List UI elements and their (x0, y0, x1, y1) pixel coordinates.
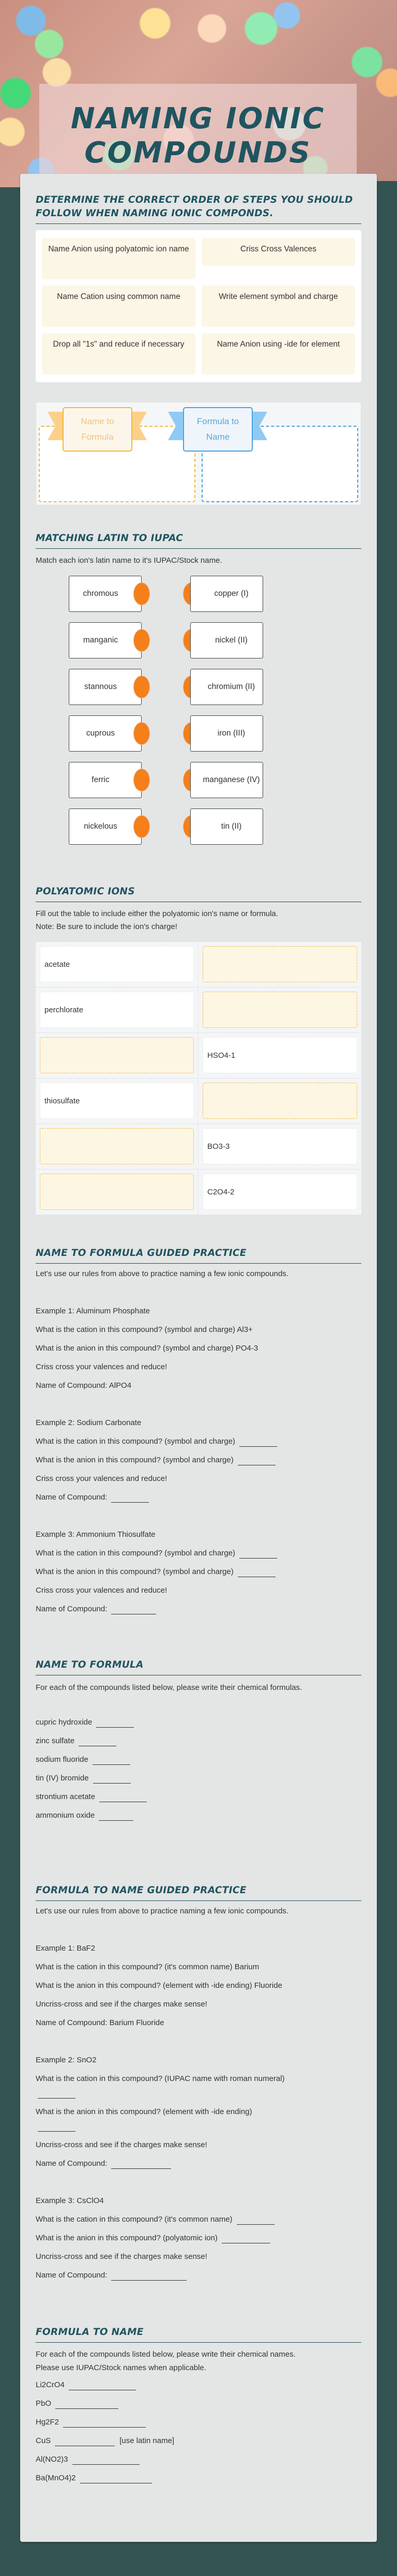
example-heading: Example 3: CsClO4 (36, 2196, 104, 2205)
compound-label: Name of Compound: (36, 2271, 108, 2280)
answer-input[interactable] (111, 2273, 187, 2281)
table-row (36, 1124, 361, 1170)
intro-text: Let's use our rules from above to practice naming a few ionic compounds. (36, 1907, 288, 1915)
instructions: Fill out the table to include either the polyatomic ion's name or formula. (36, 909, 278, 918)
section-title: POLYATOMIC IONS (36, 885, 361, 902)
label-name-to-formula: Name to Formula (63, 407, 132, 452)
instructions: For each of the compounds listed below, please write their chemical names. (36, 2350, 296, 2359)
table-row (36, 1079, 361, 1124)
name-input[interactable] (80, 2476, 152, 2483)
anion-question: What is the anion in this compound? (symbol and charge) (36, 1456, 234, 1464)
ordering-list (36, 230, 361, 382)
ion-name-cell: thiosulfate (40, 1083, 194, 1119)
formula-label: CuS (36, 2436, 51, 2445)
instructions: Match each ion's latin name to it's IUPAC/Stock name. (36, 556, 222, 565)
matching-section (36, 532, 361, 567)
latin-name-card[interactable]: manganic (69, 622, 142, 658)
cation-question: What is the cation in this compound? (it's common name) Barium (36, 1963, 259, 1971)
answer-input[interactable] (238, 1570, 276, 1577)
f2n-section (36, 2326, 361, 2488)
compound-answer: Name of Compound: Barium Fluoride (36, 2018, 164, 2027)
iupac-name-card[interactable]: chromium (II) (190, 669, 263, 705)
table-row (36, 987, 361, 1033)
cation-question: What is the cation in this compound? (symbol and charge) (36, 1437, 236, 1446)
step-text: Criss cross your valences and reduce! (36, 1362, 167, 1371)
formula-label: Ba(MnO4)2 (36, 2474, 76, 2482)
polyatomic-section (36, 885, 361, 933)
answer-input[interactable] (38, 2124, 75, 2132)
match-row (36, 715, 361, 752)
anion-question: What is the anion in this compound? (symbol and charge) PO4-3 (36, 1344, 258, 1353)
n2f-section (36, 1658, 361, 1825)
compound-name: strontium acetate (36, 1792, 96, 1801)
answer-input[interactable] (222, 2236, 270, 2243)
matching-pairs (36, 576, 361, 865)
ordering-section (36, 193, 361, 382)
answer-input[interactable] (111, 1607, 156, 1614)
ion-name-cell: perchlorate (40, 992, 194, 1028)
worksheet-card (20, 174, 377, 2542)
cation-question: What is the cation in this compound? (symbol and charge) (36, 1549, 236, 1557)
example-heading: Example 2: SnO2 (36, 2056, 97, 2064)
latin-name-card[interactable]: ferric (69, 762, 142, 798)
answer-input[interactable] (239, 1551, 277, 1559)
connector-dot[interactable] (133, 582, 150, 605)
match-row (36, 762, 361, 798)
latin-name-hint: [use latin name] (119, 2436, 175, 2445)
step-card[interactable]: Drop all "1s" and reduce if necessary (42, 333, 195, 375)
ion-name-dropzone[interactable] (40, 1174, 194, 1210)
answer-input[interactable] (111, 1495, 149, 1503)
step-card[interactable]: Name Anion using -ide for element (202, 333, 355, 375)
iupac-name-card[interactable]: manganese (IV) (190, 762, 263, 798)
connector-dot[interactable] (133, 722, 150, 745)
compound-name: zinc sulfate (36, 1736, 75, 1745)
connector-dot[interactable] (133, 815, 150, 838)
instructions-note: Please use IUPAC/Stock names when applicable. (36, 2363, 206, 2372)
match-row (36, 808, 361, 845)
match-row (36, 576, 361, 612)
answer-input[interactable] (237, 2218, 274, 2225)
example-heading: Example 3: Ammonium Thiosulfate (36, 1530, 156, 1539)
ion-name-dropzone[interactable] (40, 1037, 194, 1073)
answer-input[interactable] (239, 1440, 277, 1447)
name-input[interactable] (55, 2402, 118, 2409)
formula-input[interactable] (99, 1814, 133, 1821)
connector-dot[interactable] (133, 676, 150, 698)
formula-input[interactable] (93, 1776, 131, 1784)
latin-name-card[interactable]: chromous (69, 576, 142, 612)
f2n-guided-section (36, 1884, 361, 2285)
connector-dot[interactable] (133, 629, 150, 652)
page-background (377, 181, 397, 2576)
name-input[interactable] (63, 2420, 146, 2428)
anion-question: What is the anion in this compound? (symbol and charge) (36, 1567, 234, 1576)
connector-dot[interactable] (133, 769, 150, 791)
section-title: MATCHING LATIN TO IUPAC (36, 532, 361, 549)
formula-label: Al(NO2)3 (36, 2455, 68, 2464)
label-formula-to-name: Formula to Name (183, 407, 253, 452)
compound-name: ammonium oxide (36, 1811, 95, 1820)
latin-name-card[interactable]: cuprous (69, 715, 142, 752)
category-sort (36, 402, 361, 505)
match-row (36, 622, 361, 658)
answer-input[interactable] (238, 1458, 276, 1465)
cation-question: What is the cation in this compound? (symbol and charge) Al3+ (36, 1325, 253, 1334)
ion-formula-dropzone[interactable] (203, 992, 357, 1028)
formula-label: Hg2F2 (36, 2418, 59, 2427)
compound-name: sodium fluoride (36, 1755, 88, 1764)
section-title: FORMULA TO NAME GUIDED PRACTICE (36, 1884, 361, 1901)
match-row (36, 669, 361, 705)
example-heading: Example 1: Aluminum Phosphate (36, 1307, 150, 1315)
formula-input[interactable] (99, 1795, 147, 1802)
formula-input[interactable] (79, 1739, 116, 1746)
answer-input[interactable] (38, 2091, 75, 2099)
ion-formula-cell: HSO4-1 (203, 1037, 357, 1073)
compound-label: Name of Compound: (36, 1605, 108, 1613)
answer-input[interactable] (111, 2162, 171, 2169)
formula-label: Li2CrO4 (36, 2380, 65, 2389)
formula-label: PbO (36, 2399, 52, 2408)
anion-question: What is the anion in this compound? (polyatomic ion) (36, 2234, 218, 2242)
anion-question: What is the anion in this compound? (element with -ide ending) (36, 2107, 252, 2116)
formula-input[interactable] (96, 1720, 134, 1728)
step-text: Criss cross your valences and reduce! (36, 1586, 167, 1595)
compound-label: Name of Compound: (36, 1493, 108, 1502)
step-card[interactable]: Criss Cross Valences (202, 238, 355, 266)
step-text: Criss cross your valences and reduce! (36, 1474, 167, 1483)
hero-title-box (39, 84, 357, 188)
compound-name: cupric hydroxide (36, 1718, 93, 1727)
latin-name-card[interactable]: stannous (69, 669, 142, 705)
section-title: NAME TO FORMULA (36, 1658, 361, 1675)
polyatomic-table (36, 942, 361, 1215)
ion-formula-cell: C2O4-2 (203, 1174, 357, 1210)
table-row (36, 1170, 361, 1215)
cation-question: What is the cation in this compound? (it's common name) (36, 2215, 233, 2224)
name-input[interactable] (55, 2439, 115, 2446)
iupac-name-card[interactable]: copper (I) (190, 576, 263, 612)
step-text: Uncriss-cross and see if the charges make sense! (36, 2252, 207, 2261)
step-text: Uncriss-cross and see if the charges make sense! (36, 2000, 207, 2009)
ion-formula-dropzone[interactable] (203, 946, 357, 982)
compound-label: Name of Compound: (36, 2159, 108, 2168)
intro-text: Let's use our rules from above to practice naming a few ionic compounds. (36, 1269, 288, 1278)
step-card[interactable]: Write element symbol and charge (202, 286, 355, 327)
section-title: NAME TO FORMULA GUIDED PRACTICE (36, 1247, 361, 1264)
section-title: DETERMINE THE CORRECT ORDER OF STEPS YOU SHOULD FOLLOW WHEN NAMING IONIC COMPONDS. (36, 193, 361, 224)
iupac-name-card[interactable]: iron (III) (190, 715, 263, 752)
example-heading: Example 2: Sodium Carbonate (36, 1418, 142, 1427)
table-row (36, 942, 361, 987)
ion-name-cell: acetate (40, 946, 194, 982)
table-row (36, 1033, 361, 1079)
anion-question: What is the anion in this compound? (element with -ide ending) Fluoride (36, 1981, 282, 1990)
iupac-name-card[interactable]: nickel (II) (190, 622, 263, 658)
compound-name: tin (IV) bromide (36, 1774, 89, 1783)
compound-answer: Name of Compound: AlPO4 (36, 1381, 132, 1390)
name-input[interactable] (72, 2458, 140, 2465)
step-text: Uncriss-cross and see if the charges make sense! (36, 2140, 207, 2149)
section-title: FORMULA TO NAME (36, 2326, 361, 2343)
step-card[interactable]: Name Anion using polyatomic ion name (42, 238, 195, 279)
hero-banner (0, 0, 397, 187)
ion-name-dropzone[interactable] (40, 1128, 194, 1164)
cation-question: What is the cation in this compound? (IUPAC name with roman numeral) (36, 2074, 285, 2083)
page-title: NAMING IONIC COMPOUNDS (70, 102, 326, 170)
n2f-guided-section (36, 1247, 361, 1619)
ion-formula-cell: BO3-3 (203, 1128, 357, 1164)
step-card[interactable]: Name Cation using common name (42, 286, 195, 327)
name-input[interactable] (69, 2383, 136, 2390)
example-heading: Example 1: BaF2 (36, 1944, 96, 1953)
formula-input[interactable] (93, 1758, 130, 1765)
latin-name-card[interactable]: nickelous (69, 808, 142, 845)
ion-formula-dropzone[interactable] (203, 1083, 357, 1119)
iupac-name-card[interactable]: tin (II) (190, 808, 263, 845)
instructions: For each of the compounds listed below, please write their chemical formulas. (36, 1683, 302, 1692)
instructions-note: Note: Be sure to include the ion's charge! (36, 922, 177, 931)
